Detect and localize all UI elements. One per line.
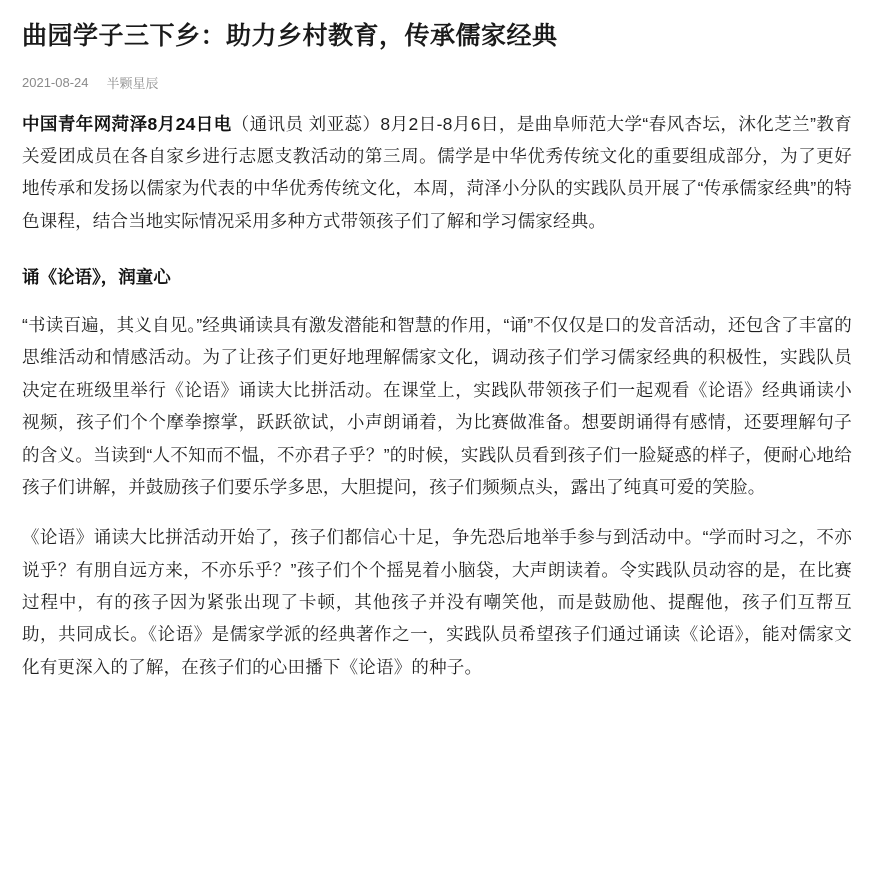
- section-heading: 诵《论语》，润童心: [22, 267, 171, 287]
- lead-paragraph: [22, 108, 852, 238]
- author-name[interactable]: 半颗星辰: [106, 75, 159, 91]
- lead-source: 中国青年网菏泽8月24日电: [22, 113, 232, 134]
- publish-date: 2021-08-24: [22, 74, 89, 90]
- section-paragraph: “书读百遍，其义自见。”经典诵读具有激发潜能和智慧的作用，“诵”不仅仅是口的发音活动，还包含了丰富的思维活动和情感活动。为了让孩子们更好地理解儒家文化，调动孩子们学习儒家经典的积极性，实践队员决定在班级里举行《论语》诵读大比拼活动。在课堂上，实践队带领孩子们一起观看《论语》经典诵读小视频，孩子们个个摩拳擦掌，跃跃欲试，小声朗诵着，为比赛做准备。想要朗诵得有感情，还要理解句子的含义。当读到“人不知而不愠，不亦君子乎？”的时候，实践队员看到孩子们一脸疑惑的样子，便耐心地给孩子们讲解，并鼓励孩子们要乐学多思，大胆提问，孩子们频频点头，露出了纯真可爱的笑脸。: [22, 315, 852, 497]
- section-paragraph: 《论语》诵读大比拼活动开始了，孩子们都信心十足，争先恐后地举手参与到活动中。“学而时习之，不亦说乎？有朋自远方来，不亦乐乎？”孩子们个个摇晃着小脑袋，大声朗读着。令实践队员动容的是，在比赛过程中，有的孩子因为紧张出现了卡顿，其他孩子并没有嘲笑他，而是鼓励他、提醒他，孩子们互帮互助，共同成长。《论语》是儒家学派的经典著作之一，实践队员希望孩子们通过诵读《论语》，能对儒家文化有更深入的了解，在孩子们的心田播下《论语》的种子。: [22, 527, 852, 677]
- lead-body: （通讯员 刘亚蕊）8月2日-8月6日，是曲阜师范大学“春风杏坛，沐化芝兰”教育关爱团成员在各自家乡进行志愿支教活动的第三周。儒学是中华优秀传统文化的重要组成部分，为了更好地传承和发扬以儒家为代表的中华优秀传统文化，本周，菏泽小分队的实践队员开展了“传承儒家经典”的特色课程，结合当地实际情况采用多种方式带领孩子们了解和学习儒家经典。: [22, 113, 852, 231]
- article-meta: [22, 73, 852, 92]
- page-title: 曲园学子三下乡：助力乡村教育，传承儒家经典: [22, 22, 558, 50]
